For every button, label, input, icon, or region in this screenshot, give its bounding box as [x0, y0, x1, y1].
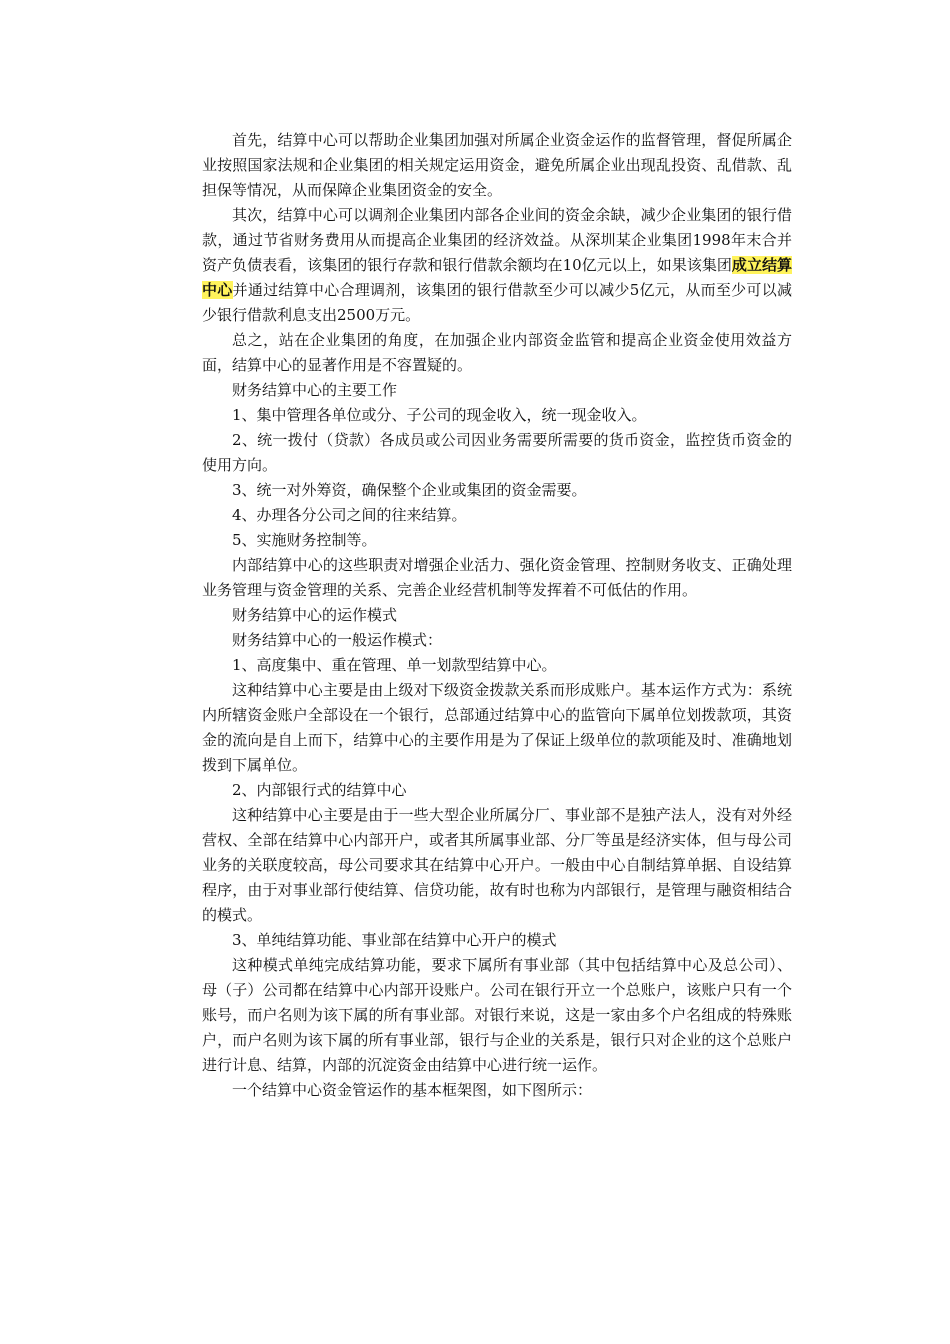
heading-general-mode: 财务结算中心的一般运作模式： [232, 631, 443, 649]
paragraph-summary: 总之，站在企业集团的角度，在加强企业内部资金监管和提高企业资金使用效益方面，结算中心的显著作用是不容置疑的。 [202, 331, 792, 374]
paragraph-first: 首先，结算中心可以帮助企业集团加强对所属企业资金运作的监督管理，督促所属企业按照国家法规和企业集团的相关规定运用资金，避免所属企业出现乱投资、乱借款、乱担保等情况，从而保障企业集团资金的安全。 [202, 131, 792, 199]
heading-operation-mode: 财务结算中心的运作模式 [232, 606, 398, 624]
mode-2-title: 2、内部银行式的结算中心 [232, 781, 407, 799]
paragraph-second-end: 并通过结算中心合理调剂，该集团的银行借款至少可以减少5亿元，从而至少可以减少银行借款利息支出2500万元。 [202, 281, 792, 324]
list-item-5: 5、实施财务控制等。 [232, 531, 377, 549]
paragraph-second-start: 其次，结算中心可以调剂企业集团内部各企业间的资金余缺，减少企业集团的银行借款，通过节省财务费用从而提高企业集团的经济效益。从深圳某企业集团1998年末合并资产负债表看，该集团的银行存款和银行借款余额均在10亿元以上，如果该集团 [202, 206, 792, 274]
mode-3-title: 3、单纯结算功能、事业部在结算中心开户的模式 [232, 931, 557, 949]
heading-main-work: 财务结算中心的主要工作 [232, 381, 398, 399]
paragraph-duties: 内部结算中心的这些职责对增强企业活力、强化资金管理、控制财务收支、正确处理业务管理与资金管理的关系、完善企业经营机制等发挥着不可低估的作用。 [202, 556, 792, 599]
mode-2-description: 这种结算中心主要是由于一些大型企业所属分厂、事业部不是独产法人，没有对外经营权、全部在结算中心内部开户，或者其所属事业部、分厂等虽是经济实体，但与母公司业务的关联度较高，母公司要求其在结算中心开户。一般由中心自制结算单据、自设结算程序，由于对事业部行使结算、信贷功能，故有时也称为内部银行，是管理与融资相结合的模式。 [202, 806, 792, 924]
list-item-2: 2、统一拨付（贷款）各成员或公司因业务需要所需要的货币资金，监控货币资金的使用方向。 [202, 431, 792, 474]
paragraph-framework-intro: 一个结算中心资金管运作的基本框架图，如下图所示： [232, 1081, 593, 1099]
mode-1-title: 1、高度集中、重在管理、单一划款型结算中心。 [232, 656, 557, 674]
document-body [202, 128, 792, 1103]
paragraph-second [202, 203, 792, 328]
highlighted-keyword: 成立结算中心 [202, 256, 792, 299]
list-item-1: 1、集中管理各单位或分、子公司的现金收入，统一现金收入。 [232, 406, 647, 424]
list-item-4: 4、办理各分公司之间的往来结算。 [232, 506, 467, 524]
list-item-3: 3、统一对外筹资，确保整个企业或集团的资金需要。 [232, 481, 587, 499]
mode-3-description: 这种模式单纯完成结算功能，要求下属所有事业部（其中包括结算中心及总公司）、母（子）公司都在结算中心内部开设账户。公司在银行开立一个总账户，该账户只有一个账号，而户名则为该下属的所有事业部。对银行来说，这是一家由多个户名组成的特殊账户，而户名则为该下属的所有事业部，银行与企业的关系是，银行只对企业的这个总账户进行计息、结算，内部的沉淀资金由结算中心进行统一运作。 [202, 956, 792, 1074]
mode-1-description: 这种结算中心主要是由上级对下级资金拨款关系而形成账户。基本运作方式为：系统内所辖资金账户全部设在一个银行，总部通过结算中心的监管向下属单位划拨款项，其资金的流向是自上而下，结算中心的主要作用是为了保证上级单位的款项能及时、准确地划拨到下属单位。 [202, 681, 792, 774]
